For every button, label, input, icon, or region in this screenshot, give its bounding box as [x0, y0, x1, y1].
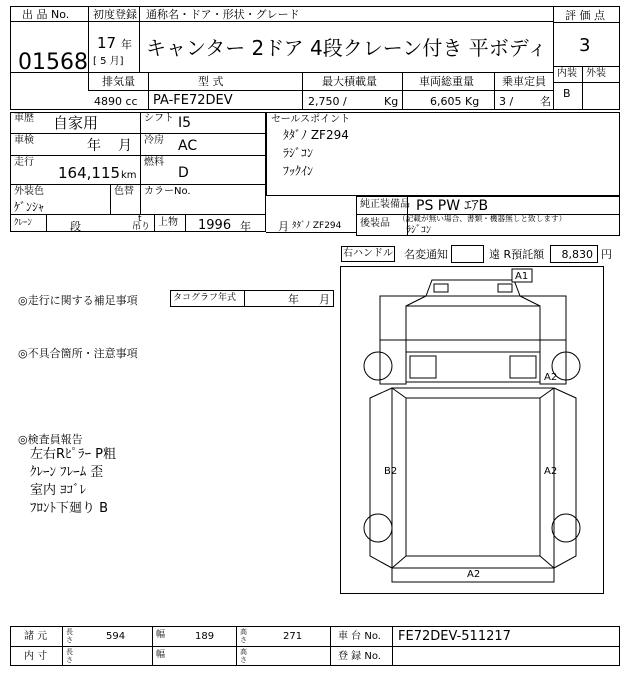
gross-weight-value: 6,605 Kg: [430, 95, 480, 108]
damage-mark: A2: [544, 372, 558, 383]
crane-ton: t: [138, 214, 142, 224]
divider: [148, 72, 149, 110]
name-change-label: 名変通知: [404, 248, 448, 261]
sales-points-label: セールスポイント: [271, 114, 351, 125]
model-code-label: 型 式: [198, 75, 224, 88]
inspector-label: ◎検査員報告: [18, 433, 83, 446]
height-label: 高さ: [240, 628, 247, 644]
truck-diagram: [340, 266, 604, 594]
history-value: 自家用: [53, 114, 99, 132]
damage-mark: B2: [384, 466, 398, 477]
bed-sides: [370, 388, 576, 568]
divider: [236, 626, 237, 666]
divider: [10, 21, 88, 22]
headlight-left: [410, 356, 436, 378]
mirror-right: [498, 284, 512, 292]
shift-label: シフト: [144, 113, 174, 124]
grade-value: 3: [579, 35, 591, 56]
in-height-label: 高さ: [240, 648, 247, 664]
divider: [46, 214, 47, 232]
capacity-label: 乗車定員: [502, 75, 546, 88]
dims-label: 諸 元: [24, 631, 48, 642]
divider: [185, 214, 186, 232]
model-code-value: PA-FE72DEV: [153, 93, 233, 108]
damage-mark: A2: [467, 569, 481, 580]
sales-point-item: ﾀﾀﾞﾉ ZF294: [283, 128, 349, 142]
displacement-label: 排気量: [102, 75, 135, 88]
divider: [582, 66, 583, 110]
first-reg-label: 初度登録: [93, 8, 137, 21]
bed-corners: [392, 388, 554, 568]
color-label: 外装色: [14, 186, 44, 197]
divider: [302, 72, 303, 110]
exterior-label: 外装: [586, 68, 606, 79]
divider: [10, 72, 553, 73]
rhd-label: 右ハンドル: [343, 248, 393, 259]
mileage-unit: km: [121, 170, 137, 181]
max-load-value: 2,750 /: [308, 95, 347, 108]
standard-equipment-value: PS PW ｴｱB: [416, 198, 489, 214]
tachograph-label: タコグラフ年式: [173, 293, 237, 303]
inspector-item: ﾌﾛﾝﾄ下廻り B: [30, 501, 109, 516]
cab-roof: [426, 280, 520, 296]
crane-lift: 吊り: [132, 222, 151, 232]
standard-equipment-label: 純正装備品: [360, 199, 410, 210]
name-change-box: [451, 245, 484, 263]
height-value: 271: [283, 631, 303, 642]
divider: [553, 22, 620, 23]
interior-label: 内装: [557, 68, 577, 79]
divider: [553, 66, 620, 67]
max-load-unit: Kg: [384, 95, 399, 108]
damage-mark: A2: [544, 466, 558, 477]
reg-no-label: 登 録 No.: [338, 651, 381, 662]
chassis-value: FE72DEV-511217: [398, 629, 511, 644]
length-label: 長さ: [66, 628, 73, 644]
color-value: ｹﾞﾝｼｬ: [14, 200, 45, 214]
after-equipment-note: （記載が無い場合、書類・機器無しと致します）: [398, 215, 567, 224]
inspector-item: ｸﾚｰﾝ ﾌﾚｰﾑ 歪: [30, 465, 104, 480]
upper-month-unit: 月: [278, 220, 289, 233]
inspection-label: 車検: [14, 135, 34, 146]
divider: [88, 90, 553, 91]
year-unit: 年: [121, 38, 132, 51]
divider: [392, 626, 393, 666]
width-value: 189: [195, 631, 215, 642]
cargo-bed: [392, 388, 554, 568]
max-load-label: 最大積載量: [322, 75, 377, 88]
divider: [10, 155, 266, 156]
shift-value: I5: [178, 115, 192, 131]
lot-label: 出 品 No.: [22, 8, 70, 21]
history-label: 車歴: [14, 113, 34, 124]
divider: [140, 112, 141, 214]
upper-maker: ﾀﾀﾞﾉ ZF294: [292, 221, 342, 231]
bed-floor: [406, 398, 540, 556]
divider: [10, 133, 266, 134]
divider: [330, 626, 331, 666]
crane-stage: 段: [70, 220, 81, 233]
divider: [244, 290, 245, 307]
travel-notes-label: ◎走行に関する補足事項: [18, 294, 138, 307]
displacement-value: 4890 cc: [94, 95, 138, 108]
lot-number: 01568: [18, 50, 88, 75]
vehicle-title: キャンター 2ドア 4段クレーン付き 平ボディ: [146, 36, 548, 60]
divider: [494, 72, 495, 110]
capacity-unit: 名: [540, 95, 551, 108]
recycle-deposit-label: 遠 R預託額: [489, 248, 545, 261]
length-value: 594: [106, 631, 126, 642]
wheel-fl: [364, 352, 392, 380]
divider: [88, 6, 89, 90]
sales-point-item: ﾗｼﾞｺﾝ: [283, 146, 314, 160]
mirror-left: [434, 284, 448, 292]
tachograph-year: 年: [288, 293, 299, 306]
headlight-right: [510, 356, 536, 378]
ac-value: AC: [178, 138, 198, 154]
after-equipment-label: 後装品: [360, 218, 390, 229]
divider: [139, 6, 140, 72]
divider: [88, 21, 553, 22]
inspection-month: 月: [118, 138, 132, 154]
inspector-item: 室内 ﾖｺﾞﾚ: [30, 483, 87, 498]
after-equipment-value: ﾗｼﾞｺﾝ: [406, 225, 431, 236]
yen-unit: 円: [601, 248, 612, 261]
cab-window: [406, 306, 540, 340]
gross-weight-label: 車両総重量: [419, 75, 474, 88]
in-length-label: 長さ: [66, 648, 73, 664]
width-label: 幅: [156, 630, 166, 640]
grade-label: 評 価 点: [565, 9, 605, 22]
in-width-label: 幅: [156, 650, 166, 660]
divider: [266, 232, 356, 233]
divider: [553, 82, 620, 83]
cab-edge: [406, 296, 540, 306]
inspection-year: 年: [87, 138, 101, 154]
year-value: 17: [97, 34, 117, 52]
upper-year-unit: 年: [240, 220, 251, 233]
month-value: [ 5 月]: [93, 56, 124, 67]
recycle-deposit-value: 8,830: [561, 248, 593, 261]
divider: [402, 72, 403, 110]
color-change-label: 色替: [114, 186, 134, 197]
divider: [10, 184, 266, 185]
chassis-label: 車 台 No.: [338, 631, 381, 642]
crane-label: ｸﾚｰﾝ: [14, 218, 33, 228]
inspector-item: 左右Rﾋﾟﾗｰ P粗: [30, 447, 117, 462]
tachograph-month: 月: [319, 293, 330, 306]
sales-point-item: ﾌｯｸｲﾝ: [283, 164, 314, 178]
model-desc-label: 通称名・ドア・形状・グレード: [146, 8, 300, 21]
upper-year: 1996: [198, 218, 232, 233]
divider: [10, 646, 620, 647]
defects-label: ◎不具合箇所・注意事項: [18, 347, 138, 360]
fuel-label: 燃料: [144, 157, 164, 168]
wheel-rl: [364, 514, 392, 542]
divider: [154, 214, 155, 232]
upper-label: 上物: [158, 217, 178, 228]
cab-body: [380, 296, 566, 352]
mileage-label: 走行: [14, 157, 34, 168]
mileage-value: 164,115: [58, 164, 121, 182]
ac-label: 冷房: [144, 135, 164, 146]
interior-grade: B: [563, 87, 571, 100]
fuel-value: D: [178, 165, 189, 181]
damage-mark: A1: [515, 271, 529, 282]
capacity-value: 3 /: [499, 95, 514, 108]
cab-doors: [380, 340, 566, 384]
divider: [62, 626, 63, 666]
divider: [110, 184, 111, 214]
color-code-label: カラーNo.: [144, 186, 191, 197]
interior-dims-label: 内 寸: [24, 651, 48, 662]
divider: [152, 626, 153, 666]
